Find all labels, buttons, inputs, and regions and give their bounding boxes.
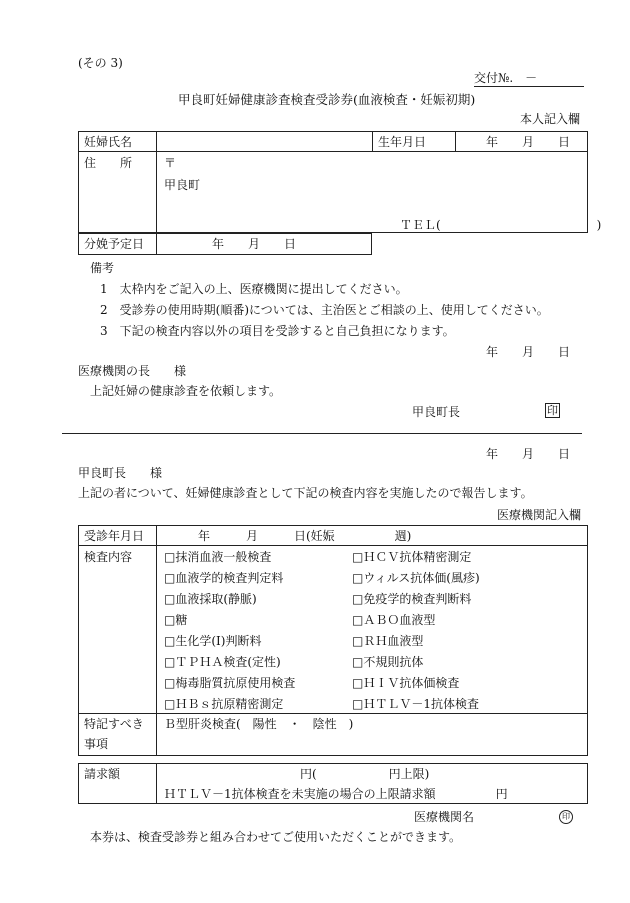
facility-entry-label: 医療機関記入欄 <box>497 508 582 522</box>
exam-date-value: 年 月 日(妊娠 週) <box>198 529 412 543</box>
exam-date-label: 受診年月日 <box>84 529 145 543</box>
test-checkbox-right[interactable]: □ＨＩＶ抗体価検査 <box>352 676 460 690</box>
telephone-field: ＴＥＬ( ) <box>400 218 602 232</box>
test-checkbox-left[interactable]: □梅毒脂質抗原使用検査 <box>164 676 296 690</box>
test-checkbox-left[interactable]: □血液採取(静脈) <box>164 592 257 606</box>
note-item-1: 1 太枠内をご記入の上、医療機関に提出してください。 <box>100 282 408 296</box>
claim-amount-value: 円( 円上限) <box>300 767 430 781</box>
document-title: 甲良町妊婦健康診査検査受診券(血液検査・妊娠初期) <box>178 92 476 107</box>
exam-contents-label: 検査内容 <box>84 550 133 564</box>
patient-name-label: 妊婦氏名 <box>84 135 133 149</box>
mayor-seal-stamp: 印 <box>547 404 558 417</box>
patient-table-birth-divider <box>372 131 373 151</box>
report-date: 年 月 日 <box>486 447 571 461</box>
htlv-unperformed-claim: ＨＴＬＶ－1抗体検査を未実施の場合の上限請求額 円 <box>164 787 508 801</box>
issue-number-label: 交付№. － <box>474 71 538 85</box>
notes-heading: 備考 <box>90 261 115 275</box>
due-date-divider <box>156 233 157 255</box>
claim-table-divider <box>156 763 157 804</box>
mayor-title: 甲良町長 <box>412 405 461 419</box>
test-checkbox-left[interactable]: □ＨＢｓ抗原精密測定 <box>164 697 284 711</box>
facility-name-label: 医療機関名 <box>414 810 475 824</box>
hepatitis-b-result: Ｂ型肝炎検査( 陽性 ・ 陰性 ) <box>164 717 354 731</box>
test-checkbox-right[interactable]: □ウィルス抗体価(風疹) <box>352 571 480 585</box>
page-number: (その 3) <box>78 56 123 70</box>
test-checkbox-right[interactable]: □ＨＴＬＶ－1抗体検査 <box>352 697 479 711</box>
footer-note: 本券は、検査受診券と組み合わせてご使用いただくことができます。 <box>90 830 462 844</box>
special-notes-label-2: 事項 <box>84 737 109 751</box>
test-checkbox-left[interactable]: □生化学(Ⅰ)判断料 <box>164 634 262 648</box>
patient-table-row-divider <box>78 151 588 152</box>
request-date: 年 月 日 <box>486 345 571 359</box>
birth-date-value: 年 月 日 <box>486 135 571 149</box>
town-name: 甲良町 <box>164 178 201 192</box>
request-body: 上記妊婦の健康診査を依頼します。 <box>90 384 282 398</box>
report-body: 上記の者について、妊婦健康診査として下記の検査内容を実施したので報告します。 <box>78 486 533 500</box>
test-checkbox-left[interactable]: □抹消血液一般検査 <box>164 550 272 564</box>
test-checkbox-right[interactable]: □免疫学的検査判断料 <box>352 592 472 606</box>
request-addressee: 医療機関の長 様 <box>78 364 187 378</box>
note-item-2: 2 受診券の使用時期(順番)については、主治医とご相談の上、使用してください。 <box>100 303 549 317</box>
patient-table-label-divider <box>156 131 157 233</box>
birth-date-label: 生年月日 <box>378 135 427 149</box>
exam-table-row-divider-1 <box>78 545 588 546</box>
section-separator <box>62 433 582 434</box>
postal-mark: 〒 <box>164 156 177 170</box>
special-notes-label: 特記すべき <box>84 717 144 731</box>
self-entry-label: 本人記入欄 <box>520 112 581 126</box>
test-checkbox-right[interactable]: □ＡＢＯ血液型 <box>352 613 436 627</box>
address-label: 住 所 <box>84 156 133 170</box>
due-date-value: 年 月 日 <box>212 237 297 251</box>
exam-table-label-divider <box>156 525 157 756</box>
due-date-label: 分娩予定日 <box>84 237 145 251</box>
test-checkbox-right[interactable]: □ＲＨ血液型 <box>352 634 424 648</box>
report-addressee: 甲良町長 様 <box>78 466 163 480</box>
claim-amount-label: 請求額 <box>84 767 121 781</box>
test-checkbox-left[interactable]: □血液学的検査判定料 <box>164 571 284 585</box>
test-checkbox-right[interactable]: □不規則抗体 <box>352 655 424 669</box>
test-checkbox-left[interactable]: □ＴＰＨＡ検査(定性) <box>164 655 281 669</box>
facility-seal-mark: 印 <box>559 810 573 824</box>
issue-number-underline <box>474 86 584 87</box>
note-item-3: 3 下記の検査内容以外の項目を受診すると自己負担になります。 <box>100 324 455 338</box>
exam-table-row-divider-2 <box>78 713 588 714</box>
test-checkbox-left[interactable]: □糖 <box>164 613 188 627</box>
test-checkbox-right[interactable]: □ＨＣＶ抗体精密測定 <box>352 550 472 564</box>
patient-table-birth-value-divider <box>455 131 456 151</box>
